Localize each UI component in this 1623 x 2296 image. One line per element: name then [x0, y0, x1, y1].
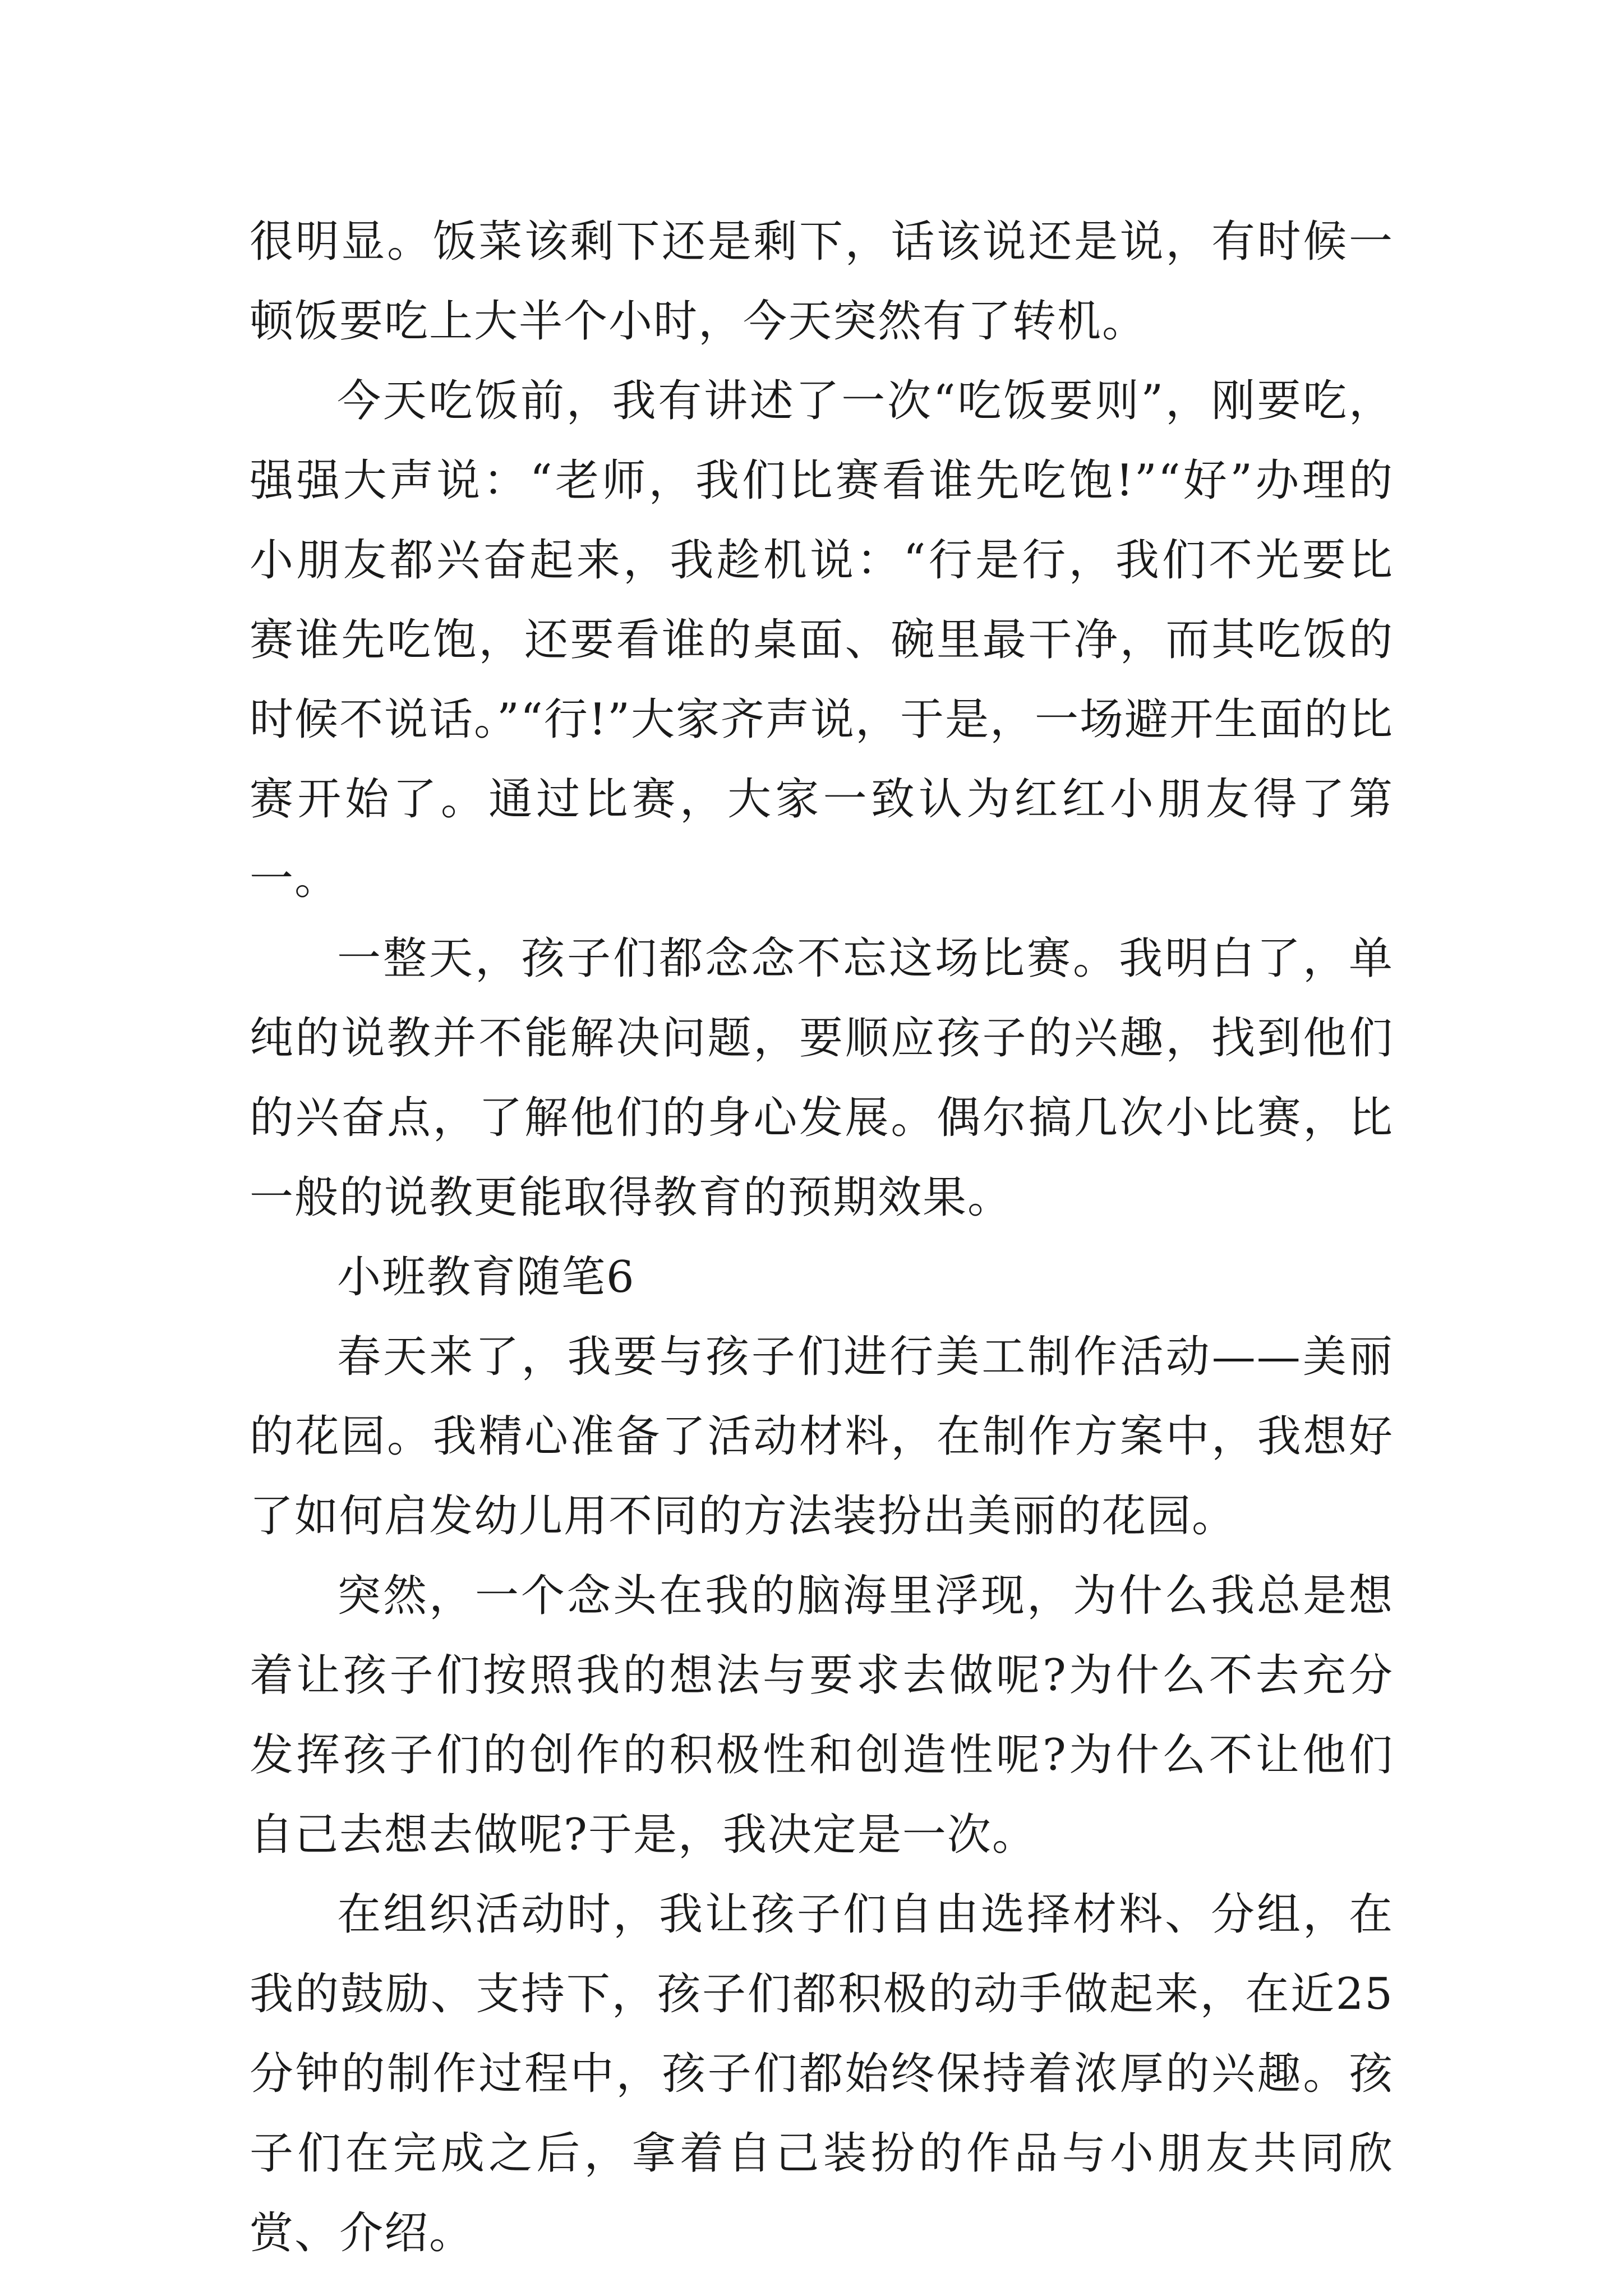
paragraph-6: 在组织活动时，我让孩子们自由选择材料、分组，在我的鼓励、支持下，孩子们都积极的动手做起来，在近25分钟的制作过程中，孩子们都始终保持着浓厚的兴趣。孩子们在完成之后，拿着自己装扮的作品与小朋友共同欣赏、介绍。 [250, 1889, 1394, 2258]
paragraph-1: 很明显。饭菜该剩下还是剩下，话该说还是说，有时候一顿饭要吃上大半个小时，今天突然有了转机。 [250, 217, 1394, 347]
paragraph-4: 春天来了，我要与孩子们进行美工制作活动——美丽的花园。我精心准备了活动材料，在制作方案中，我想好了如何启发幼儿用不同的方法装扮出美丽的花园。 [250, 1332, 1394, 1542]
paragraph-5: 突然，一个念头在我的脑海里浮现，为什么我总是想着让孩子们按照我的想法与要求去做呢?为什么不去充分发挥孩子们的创作的积极性和创造性呢?为什么不让他们自己去想去做呢?于是，我决定是一次。 [250, 1571, 1394, 1860]
paragraph-3: 一整天，孩子们都念念不忘这场比赛。我明白了，单纯的说教并不能解决问题，要顺应孩子的兴趣，找到他们的兴奋点，了解他们的身心发展。偶尔搞几次小比赛，比一般的说教更能取得教育的预期效果。 [250, 933, 1394, 1223]
paragraph-2: 今天吃饭前，我有讲述了一次“吃饭要则”，刚要吃，强强大声说：“老师，我们比赛看谁先吃饱!”“好”办理的小朋友都兴奋起来，我趁机说：“行是行，我们不光要比赛谁先吃饱，还要看谁的桌面、碗里最干净，而其吃饭的时候不说话。”“行!”大家齐声说，于是，一场避开生面的比赛开始了。通过比赛，大家一致认为红红小朋友得了第一。 [250, 376, 1394, 904]
document-body [250, 202, 1394, 2273]
section-heading: 小班教育随笔6 [337, 1252, 635, 1303]
